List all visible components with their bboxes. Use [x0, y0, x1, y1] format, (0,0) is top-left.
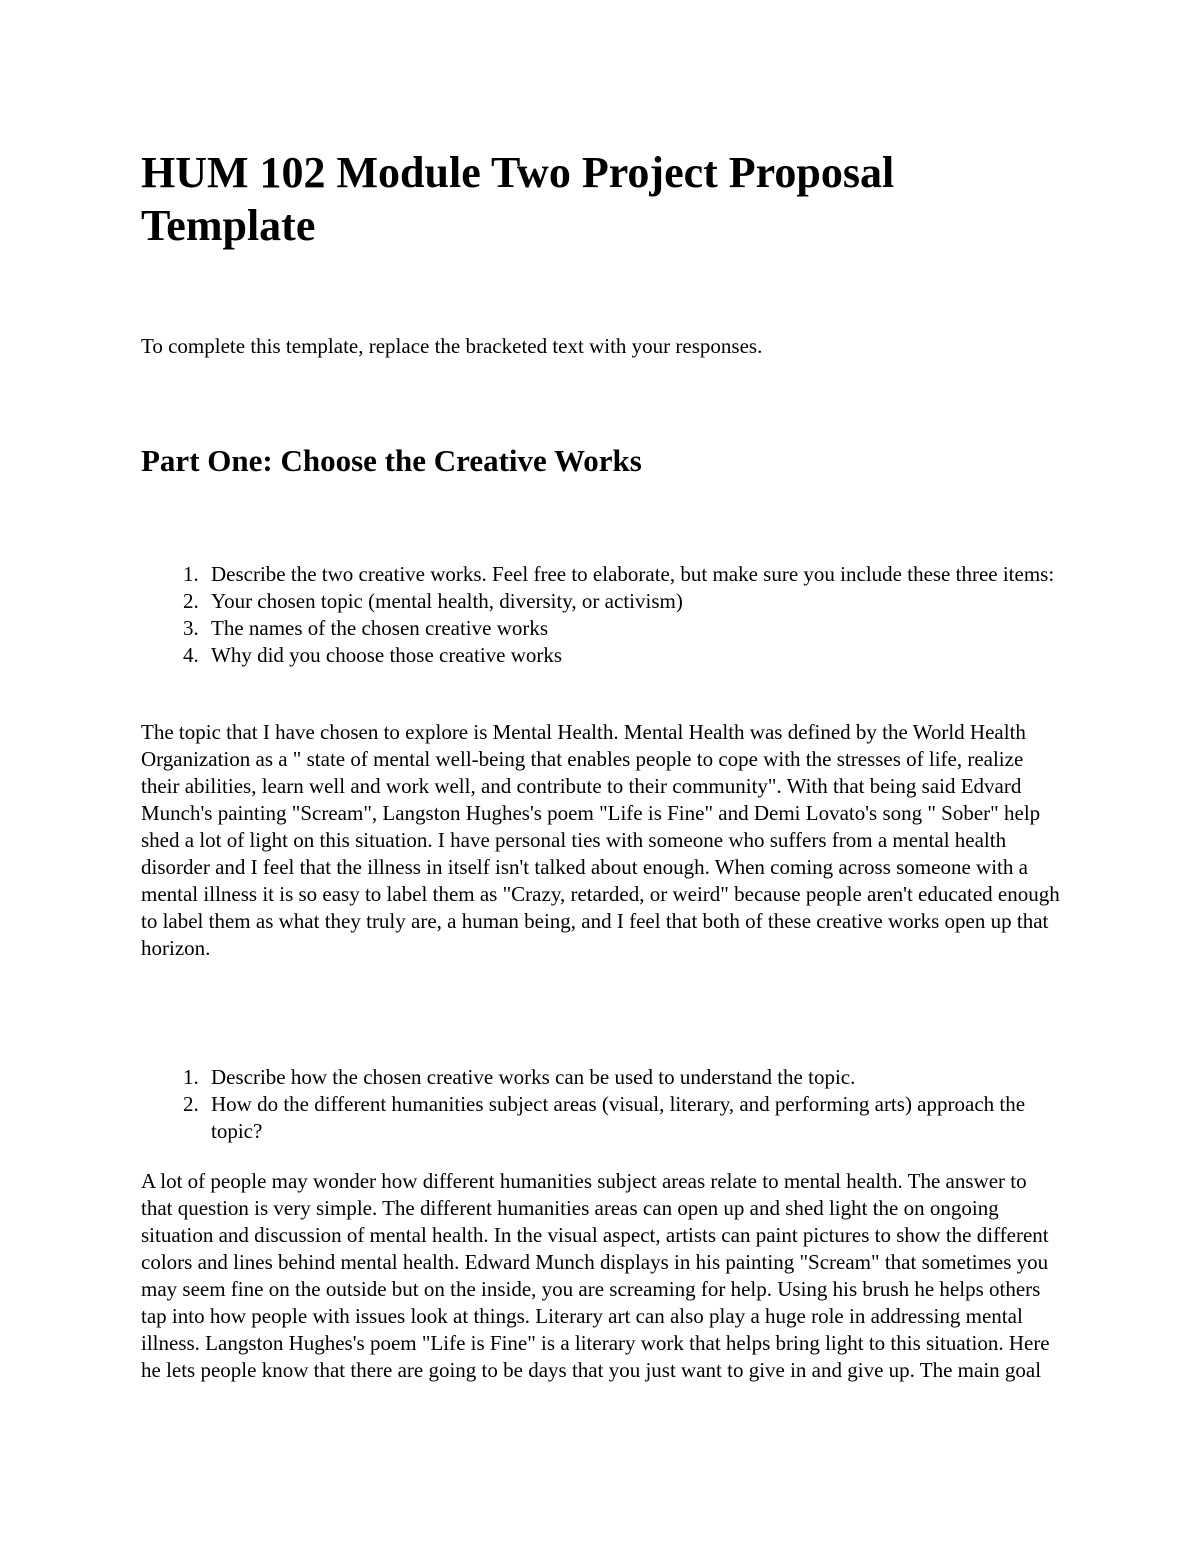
question-list-two — [141, 1064, 1061, 1145]
response-paragraph-two: A lot of people may wonder how different humanities subject areas relate to mental health. The answer to that question is very simple. The different humanities areas can open up and shed light the on ongoing situation and discussion of mental health. In the visual aspect, artists can paint pictures to show the different colors and lines behind mental health. Edward Munch displays in his painting "Scream" that sometimes you may seem fine on the outside but on the inside, you are screaming for help. Using his brush he helps others tap into how people with issues look at things. Literary art can also play a huge role in addressing mental illness. Langston Hughes's poem "Life is Fine" is a literary work that helps bring light to this situation. Here he lets people know that there are going to be days that you just want to give in and give up. The main goal — [141, 1169, 1050, 1382]
list-item-number: 2. — [183, 589, 199, 613]
list-item-text: Describe the two creative works. Feel free to elaborate, but make sure you include these three items: — [211, 562, 1055, 586]
list-item-number: 3. — [183, 616, 199, 640]
intro-text: To complete this template, replace the bracketed text with your responses. — [141, 334, 763, 358]
list-item — [141, 1091, 1061, 1145]
list-item-text: Describe how the chosen creative works can be used to understand the topic. — [211, 1065, 856, 1089]
list-item-text: The names of the chosen creative works — [211, 616, 549, 640]
list-item — [141, 588, 1061, 615]
section-heading: Part One: Choose the Creative Works — [141, 443, 642, 478]
question-list-one — [141, 561, 1061, 669]
document-title: HUM 102 Module Two Project Proposal Template — [141, 148, 895, 250]
list-item-text: How do the different humanities subject areas (visual, literary, and performing arts) approach the topic? — [211, 1092, 1026, 1143]
list-item-number: 2. — [183, 1092, 199, 1116]
list-item-number: 1. — [183, 562, 199, 586]
response-paragraph-one: The topic that I have chosen to explore is Mental Health. Mental Health was defined by the World Health Organization as a " state of mental well-being that enables people to cope with the stresses of life, realize their abilities, learn well and work well, and contribute to their community". With that being said Edvard Munch's painting "Scream", Langston Hughes's poem "Life is Fine" and Demi Lovato's song " Sober" help shed a lot of light on this situation. I have personal ties with someone who suffers from a mental health disorder and I feel that the illness in itself isn't talked about enough. When coming across someone with a mental illness it is so easy to label them as "Crazy, retarded, or weird" because people aren't educated enough to label them as what they truly are, a human being, and I feel that both of these creative works open up that horizon. — [141, 720, 1060, 960]
list-item — [141, 1064, 1061, 1091]
list-item-text: Why did you choose those creative works — [211, 643, 563, 667]
list-item — [141, 642, 1061, 669]
list-item-text: Your chosen topic (mental health, diversity, or activism) — [211, 589, 683, 613]
list-item-number: 4. — [183, 643, 199, 667]
list-item — [141, 561, 1061, 588]
list-item-number: 1. — [183, 1065, 199, 1089]
list-item — [141, 615, 1061, 642]
